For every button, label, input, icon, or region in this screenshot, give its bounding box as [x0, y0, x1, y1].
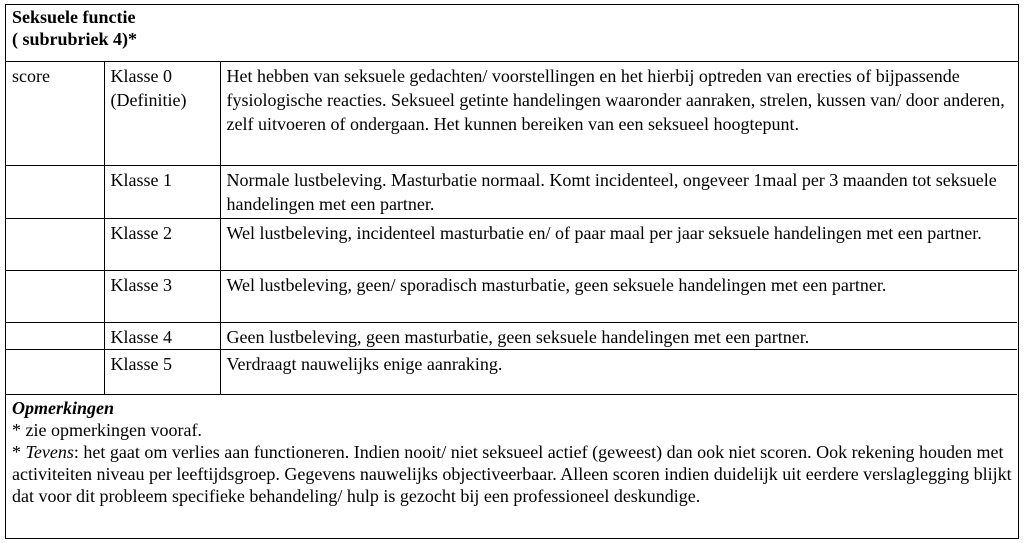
section-header: [6, 5, 1018, 62]
score-empty-cell: [6, 322, 104, 349]
klasse-note: (Definitie): [110, 90, 187, 110]
score-empty-cell: [6, 218, 104, 270]
klasse-label: Klasse 1: [104, 165, 220, 218]
klasse-description: Wel lustbeleving, geen/ sporadisch masturbatie, geen seksuele handelingen met een partner.: [220, 270, 1017, 322]
section-title: Seksuele functie: [12, 7, 136, 27]
score-empty-cell: [6, 165, 104, 218]
klasse-label: Klasse 4: [104, 322, 220, 349]
klasse-description: Normale lustbeleving. Masturbatie normaal. Komt incidenteel, ongeveer 1maal per 3 maanden tot seksuele handelingen met een partner.: [220, 165, 1017, 218]
remark-emphasis: Tevens: [25, 442, 74, 462]
table-row: [6, 165, 1017, 218]
table-row: [6, 62, 1017, 165]
klasse-label: Klasse 5: [104, 349, 220, 394]
remark-text: : het gaat om verlies aan functioneren. Indien nooit/ niet seksueel actief (geweest) dan ook niet scoren. Ook rekening houden met activiteiten niveau per leeftijdsgroep. Gegevens nauwelijks objectiveerbaar. Alleen scoren indien duidelijk uit eerdere verslaglegging blijkt dat voor dit probleem specifieke behandeling/ hulp is gezocht bij een professioneel deskundige.: [12, 442, 1012, 506]
remark-line-1: * zie opmerkingen vooraf.: [12, 420, 202, 440]
remarks-section: [6, 394, 1018, 510]
klasse-label: Klasse 0: [110, 66, 172, 86]
klasse-cell: [104, 62, 220, 165]
table-row: [6, 270, 1017, 322]
klasse-description: Wel lustbeleving, incidenteel masturbatie en/ of paar maal per jaar seksuele handelingen met een partner.: [220, 218, 1017, 270]
table-row: [6, 218, 1017, 270]
klasse-description: Geen lustbeleving, geen masturbatie, geen seksuele handelingen met een partner.: [220, 322, 1017, 349]
document-frame: [5, 4, 1019, 539]
klasse-description: Verdraagt nauwelijks enige aanraking.: [220, 349, 1017, 394]
table-row: [6, 322, 1017, 349]
section-subtitle: ( subrubriek 4)*: [12, 29, 138, 49]
score-empty-cell: [6, 349, 104, 394]
remark-bullet: *: [12, 442, 26, 462]
remark-line-2: [12, 441, 1012, 507]
classification-table: [6, 62, 1017, 395]
klasse-description: Het hebben van seksuele gedachten/ voorstellingen en het hierbij optreden van erecties of bijpassende fysiologische reacties. Seksueel getinte handelingen waaronder aanraken, strelen, kussen van/ door anderen, zelf uitvoeren of ondergaan. Het kunnen bereiken van een seksueel hoogtepunt.: [226, 66, 1005, 134]
klasse-label: Klasse 2: [104, 218, 220, 270]
remarks-title: Opmerkingen: [12, 398, 115, 418]
klasse-label: Klasse 3: [104, 270, 220, 322]
table-row: [6, 349, 1017, 394]
score-empty-cell: [6, 270, 104, 322]
score-label: score: [6, 62, 104, 165]
